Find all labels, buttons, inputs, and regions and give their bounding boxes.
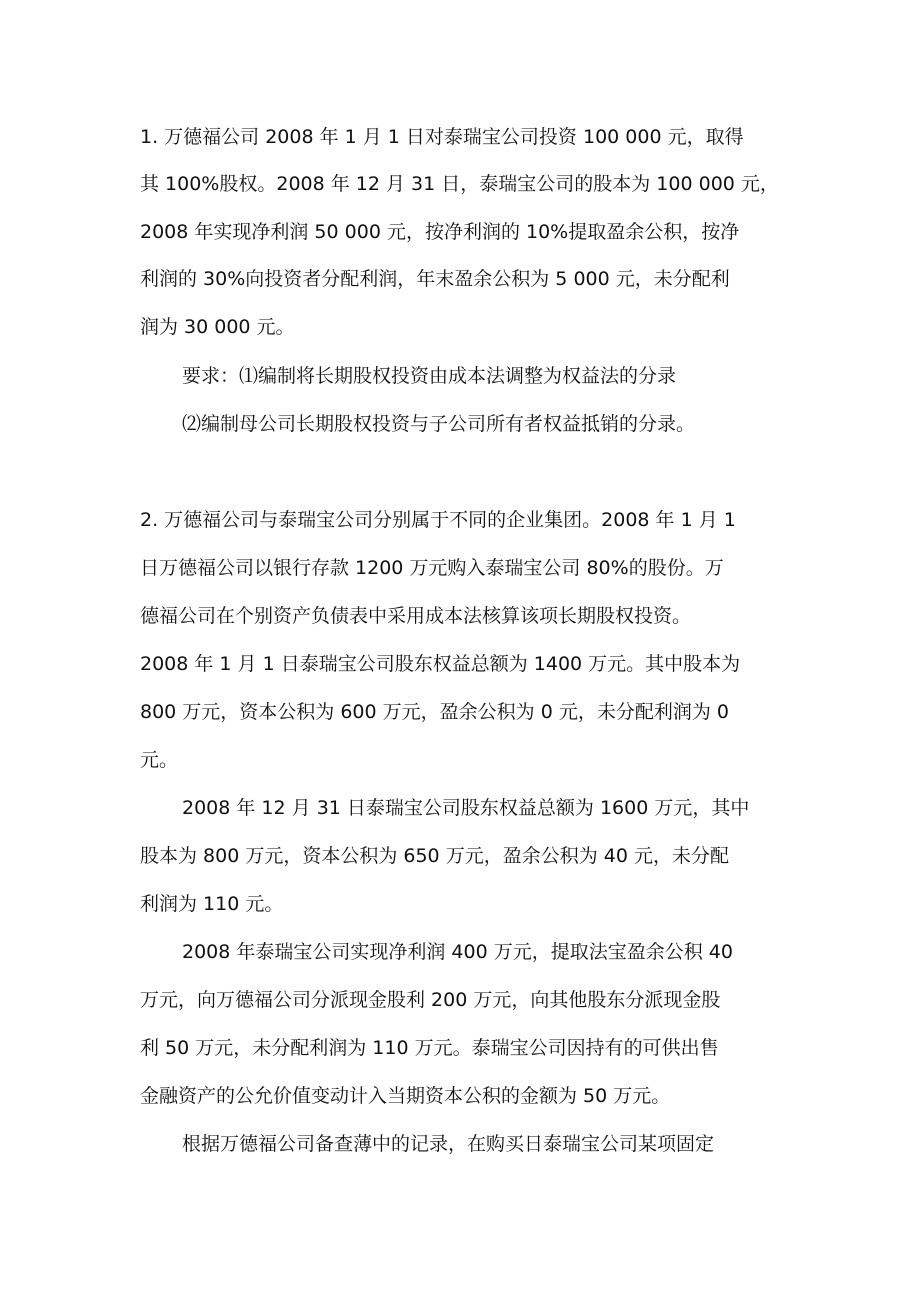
q2-paragraph-3-line-4: 金融资产的公允价值变动计入当期资本公积的金额为 50 万元。 — [140, 1085, 671, 1107]
q2-paragraph-3-line-1: 2008 年泰瑞宝公司实现净利润 400 万元，提取法宝盈余公积 40 — [182, 941, 733, 963]
q1-requirement-1: 要求：⑴编制将长期股权投资由成本法调整为权益法的分录 — [182, 365, 677, 387]
q2-paragraph-2-line-2: 股本为 800 万元，资本公积为 650 万元，盈余公积为 40 元，未分配 — [140, 845, 729, 867]
q1-requirement-2: ⑵编制母公司长期股权投资与子公司所有者权益抵销的分录。 — [182, 413, 696, 435]
q2-line-1: 2. 万德福公司与泰瑞宝公司分别属于不同的企业集团。2008 年 1 月 1 — [140, 509, 736, 531]
q2-line-4: 2008 年 1 月 1 日泰瑞宝公司股东权益总额为 1400 万元。其中股本为 — [140, 653, 741, 675]
q2-paragraph-3-line-3: 利 50 万元，未分配利润为 110 万元。泰瑞宝公司因持有的可供出售 — [140, 1037, 719, 1059]
q1-line-5: 润为 30 000 元。 — [140, 316, 295, 338]
q1-line-3: 2008 年实现净利润 50 000 元，按净利润的 10%提取盈余公积，按净 — [140, 221, 740, 243]
q2-line-6: 元。 — [140, 749, 179, 771]
q2-paragraph-2-line-1: 2008 年 12 月 31 日泰瑞宝公司股东权益总额为 1600 万元，其中 — [182, 797, 750, 819]
q1-line-1: 1. 万德福公司 2008 年 1 月 1 日对泰瑞宝公司投资 100 000 元，取得 — [140, 126, 744, 148]
q2-paragraph-3-line-2: 万元，向万德福公司分派现金股利 200 万元，向其他股东分派现金股 — [140, 989, 721, 1011]
q2-line-3: 德福公司在个别资产负债表中采用成本法核算该项长期股权投资。 — [140, 605, 692, 627]
q2-line-2: 日万德福公司以银行存款 1200 万元购入泰瑞宝公司 80%的股份。万 — [140, 557, 724, 579]
q2-paragraph-2-line-3: 利润为 110 元。 — [140, 893, 284, 915]
q1-line-4: 利润的 30%向投资者分配利润，年末盈余公积为 5 000 元，未分配利 — [140, 268, 730, 290]
q1-line-2: 其 100%股权。2008 年 12 月 31 日，泰瑞宝公司的股本为 100 000 元， — [140, 173, 779, 195]
q2-paragraph-4-line-1: 根据万德福公司备查薄中的记录，在购买日泰瑞宝公司某项固定 — [182, 1133, 715, 1155]
q2-line-5: 800 万元，资本公积为 600 万元，盈余公积为 0 元，未分配利润为 0 — [140, 701, 729, 723]
